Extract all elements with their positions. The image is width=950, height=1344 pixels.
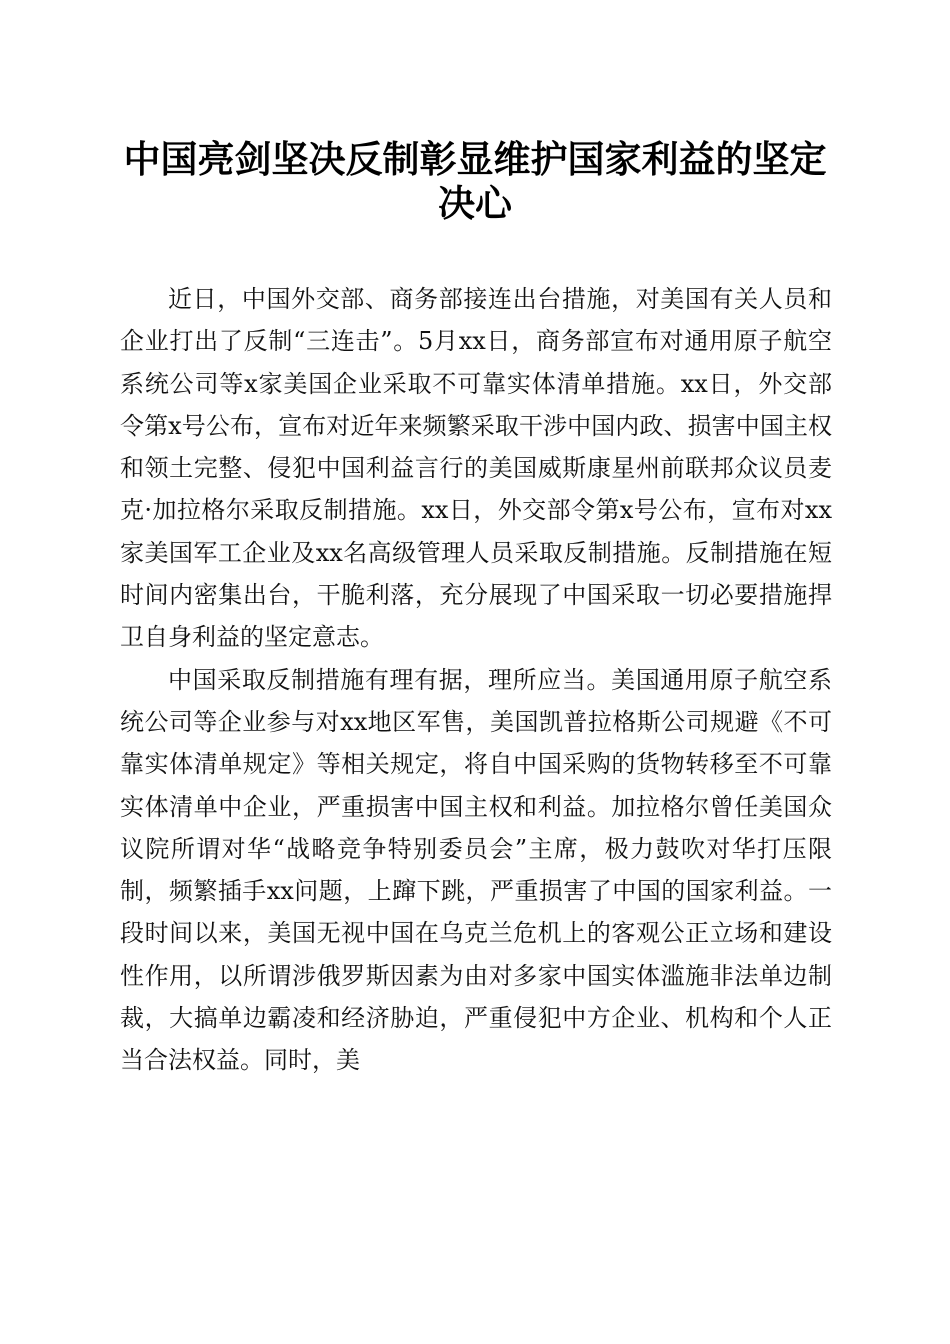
document-title: 中国亮剑坚决反制彰显维护国家利益的坚定决心 [123,137,827,225]
paragraph-1: 近日，中国外交部、商务部接连出台措施，对美国有关人员和企业打出了反制“三连击”。5月xx日，商务部宣布对通用原子航空系统公司等x家美国企业采取不可靠实体清单措施。xx日，外交部令第x号公布，宣布对近年来频繁采取干涉中国内政、损害中国主权和领土完整、侵犯中国利益言行的美国威斯康星州前联邦众议员麦克·加拉格尔采取反制措施。xx日，外交部令第x号公布，宣布对xx家美国军工企业及xx名高级管理人员采取反制措施。反制措施在短时间内密集出台，干脆利落，充分展现了中国采取一切必要措施捍卫自身利益的坚定意志。 [120,285,832,652]
paragraph-2: 中国采取反制措施有理有据，理所应当。美国通用原子航空系统公司等企业参与对xx地区军售，美国凯普拉格斯公司规避《不可靠实体清单规定》等相关规定，将自中国采购的货物转移至不可靠实体清单中企业，严重损害中国主权和利益。加拉格尔曾任美国众议院所谓对华“战略竞争特别委员会”主席，极力鼓吹对华打压限制，频繁插手xx问题，上蹿下跳，严重损害了中国的国家利益。一段时间以来，美国无视中国在乌克兰危机上的客观公正立场和建设性作用，以所谓涉俄罗斯因素为由对多家中国实体滥施非法单边制裁，大搞单边霸凌和经济胁迫，严重侵犯中方企业、机构和个人正当合法权益。同时，美 [120,665,832,1075]
document-body [120,278,832,1082]
